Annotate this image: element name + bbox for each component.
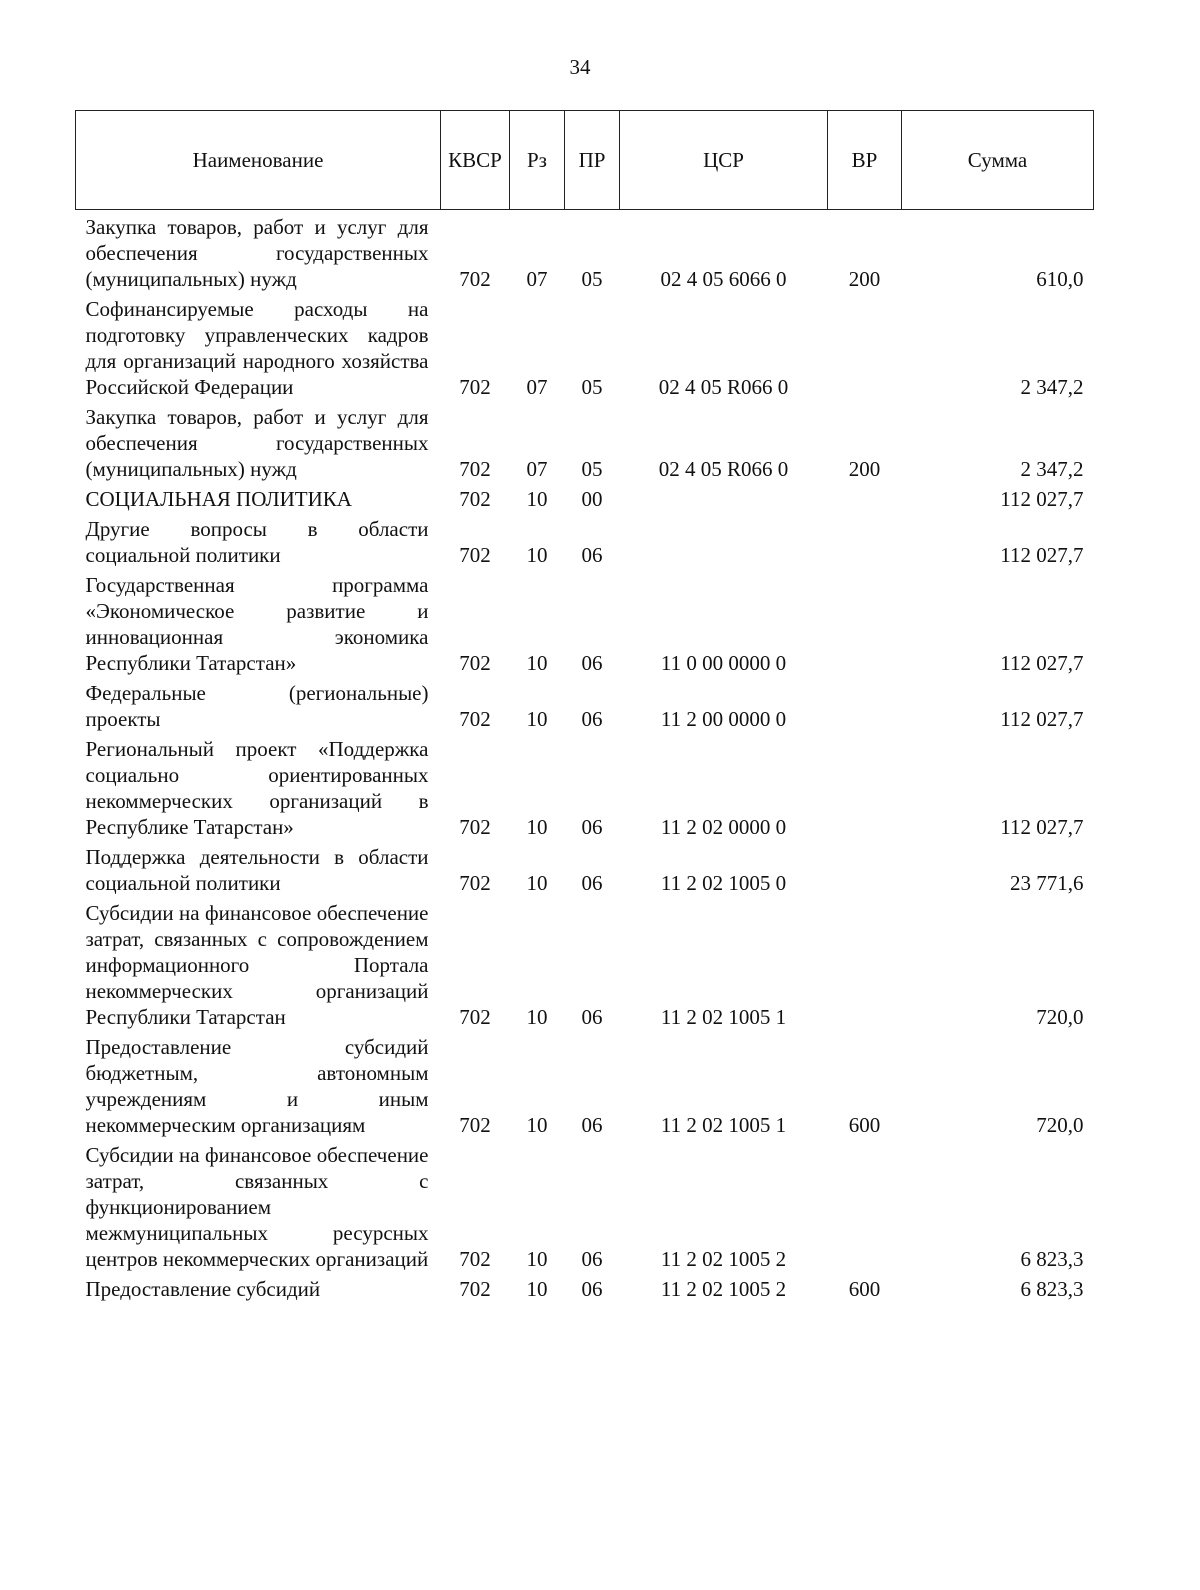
table-header (76, 111, 1094, 210)
table-row (76, 680, 1094, 736)
row-kvsr: 702 (459, 707, 491, 731)
table-row (76, 486, 1094, 516)
row-pr: 05 (581, 375, 603, 399)
row-pr: 06 (581, 651, 603, 675)
row-pr: 05 (581, 457, 603, 481)
row-vr (828, 516, 902, 572)
row-kvsr: 702 (459, 267, 491, 291)
row-sum: 6 823,3 (1020, 1247, 1084, 1271)
header-csr: ЦСР (620, 111, 828, 210)
page-number: 34 (569, 55, 591, 79)
row-sum: 6 823,3 (1020, 1277, 1084, 1301)
row-rz: 10 (526, 543, 548, 567)
row-csr: 11 2 02 0000 0 (660, 815, 787, 839)
row-vr: 600 (848, 1277, 881, 1301)
table-row (76, 404, 1094, 486)
row-csr: 11 2 02 1005 1 (660, 1005, 787, 1029)
row-kvsr: 702 (459, 543, 491, 567)
row-name: Другие вопросы в области социальной политики (85, 517, 429, 567)
row-pr: 06 (581, 871, 603, 895)
row-kvsr: 702 (459, 457, 491, 481)
row-pr: 05 (581, 267, 603, 291)
row-rz: 10 (526, 1277, 548, 1301)
table-row (76, 736, 1094, 844)
row-sum: 2 347,2 (1020, 375, 1084, 399)
row-rz: 10 (526, 651, 548, 675)
row-kvsr: 702 (459, 375, 491, 399)
row-kvsr: 702 (459, 1113, 491, 1137)
row-csr: 11 2 02 1005 2 (660, 1277, 787, 1301)
row-pr: 06 (581, 1005, 603, 1029)
row-pr: 00 (581, 487, 603, 511)
row-name: Закупка товаров, работ и услуг для обеспечения государственных (муниципальных) нужд (85, 215, 429, 291)
row-name: Федеральные (региональные) проекты (85, 681, 429, 731)
row-rz: 10 (526, 707, 548, 731)
row-sum: 720,0 (1036, 1005, 1084, 1029)
row-vr: 200 (848, 267, 881, 291)
header-row (76, 111, 1094, 210)
header-rz: Рз (510, 111, 565, 210)
row-csr: 02 4 05 6066 0 (660, 267, 787, 291)
row-sum: 2 347,2 (1020, 457, 1084, 481)
row-csr (620, 486, 828, 516)
row-vr: 600 (848, 1113, 881, 1137)
row-csr: 11 2 02 1005 1 (660, 1113, 787, 1137)
row-pr: 06 (581, 1277, 603, 1301)
row-name: Софинансируемые расходы на подготовку управленческих кадров для организаций народного хозяйства Российской Федерации (85, 297, 429, 399)
row-sum: 112 027,7 (1000, 651, 1084, 675)
row-csr: 11 2 02 1005 2 (660, 1247, 787, 1271)
row-csr (620, 516, 828, 572)
row-sum: 112 027,7 (1000, 487, 1084, 511)
table-row (76, 210, 1094, 297)
row-sum: 720,0 (1036, 1113, 1084, 1137)
row-pr: 06 (581, 815, 603, 839)
row-vr (828, 572, 902, 680)
budget-table (75, 110, 1094, 1306)
row-kvsr: 702 (459, 1277, 491, 1301)
row-rz: 10 (526, 1247, 548, 1271)
row-kvsr: 702 (459, 487, 491, 511)
row-rz: 07 (526, 375, 548, 399)
row-vr (828, 1142, 902, 1276)
row-csr: 11 0 00 0000 0 (660, 651, 787, 675)
table-row (76, 1276, 1094, 1306)
header-pr: ПР (565, 111, 620, 210)
row-csr: 11 2 02 1005 0 (660, 871, 787, 895)
row-name: Субсидии на финансовое обеспечение затрат, связанных с сопровождением информационного Портала некоммерческих организаций Республики Татарстан (85, 901, 429, 1029)
header-vr: ВР (828, 111, 902, 210)
table-body (76, 210, 1094, 1307)
row-vr (828, 680, 902, 736)
row-sum: 23 771,6 (1010, 871, 1084, 895)
table-row (76, 900, 1094, 1034)
header-kvsr: КВСР (441, 111, 510, 210)
row-name: Предоставление субсидий бюджетным, автономным учреждениям и иным некоммерческим организациям (85, 1035, 429, 1137)
row-sum: 112 027,7 (1000, 543, 1084, 567)
row-vr (828, 736, 902, 844)
row-name: Государственная программа «Экономическое развитие и инновационная экономика Республики Татарстан» (85, 573, 429, 675)
row-rz: 10 (526, 1005, 548, 1029)
row-pr: 06 (581, 1113, 603, 1137)
row-vr: 200 (848, 457, 881, 481)
table-row (76, 1142, 1094, 1276)
row-sum: 112 027,7 (1000, 707, 1084, 731)
row-kvsr: 702 (459, 1247, 491, 1271)
row-name: Закупка товаров, работ и услуг для обеспечения государственных (муниципальных) нужд (85, 405, 429, 481)
row-csr: 11 2 00 0000 0 (660, 707, 787, 731)
row-rz: 10 (526, 487, 548, 511)
row-pr: 06 (581, 707, 603, 731)
row-rz: 10 (526, 871, 548, 895)
row-rz: 10 (526, 1113, 548, 1137)
table-row (76, 1034, 1094, 1142)
row-vr (828, 486, 902, 516)
header-sum: Сумма (902, 111, 1094, 210)
row-pr: 06 (581, 543, 603, 567)
table-row (76, 296, 1094, 404)
row-kvsr: 702 (459, 815, 491, 839)
table-row (76, 516, 1094, 572)
row-csr: 02 4 05 R066 0 (658, 375, 789, 399)
row-vr (828, 296, 902, 404)
row-rz: 10 (526, 815, 548, 839)
row-name: СОЦИАЛЬНАЯ ПОЛИТИКА (85, 487, 352, 511)
table-row (76, 572, 1094, 680)
row-name: Региональный проект «Поддержка социально ориентированных некоммерческих организаций в Республике Татарстан» (85, 737, 429, 839)
row-kvsr: 702 (459, 1005, 491, 1029)
row-name: Субсидии на финансовое обеспечение затрат, связанных с функционированием межмуниципальных ресурсных центров некоммерческих организаций (85, 1143, 429, 1271)
row-sum: 610,0 (1036, 267, 1084, 291)
header-name: Наименование (76, 111, 441, 210)
row-vr (828, 900, 902, 1034)
row-kvsr: 702 (459, 871, 491, 895)
row-name: Предоставление субсидий (85, 1277, 321, 1301)
row-sum: 112 027,7 (1000, 815, 1084, 839)
table-row (76, 844, 1094, 900)
row-vr (828, 844, 902, 900)
row-rz: 07 (526, 267, 548, 291)
row-kvsr: 702 (459, 651, 491, 675)
row-name: Поддержка деятельности в области социальной политики (85, 845, 429, 895)
row-rz: 07 (526, 457, 548, 481)
row-pr: 06 (581, 1247, 603, 1271)
row-csr: 02 4 05 R066 0 (658, 457, 789, 481)
